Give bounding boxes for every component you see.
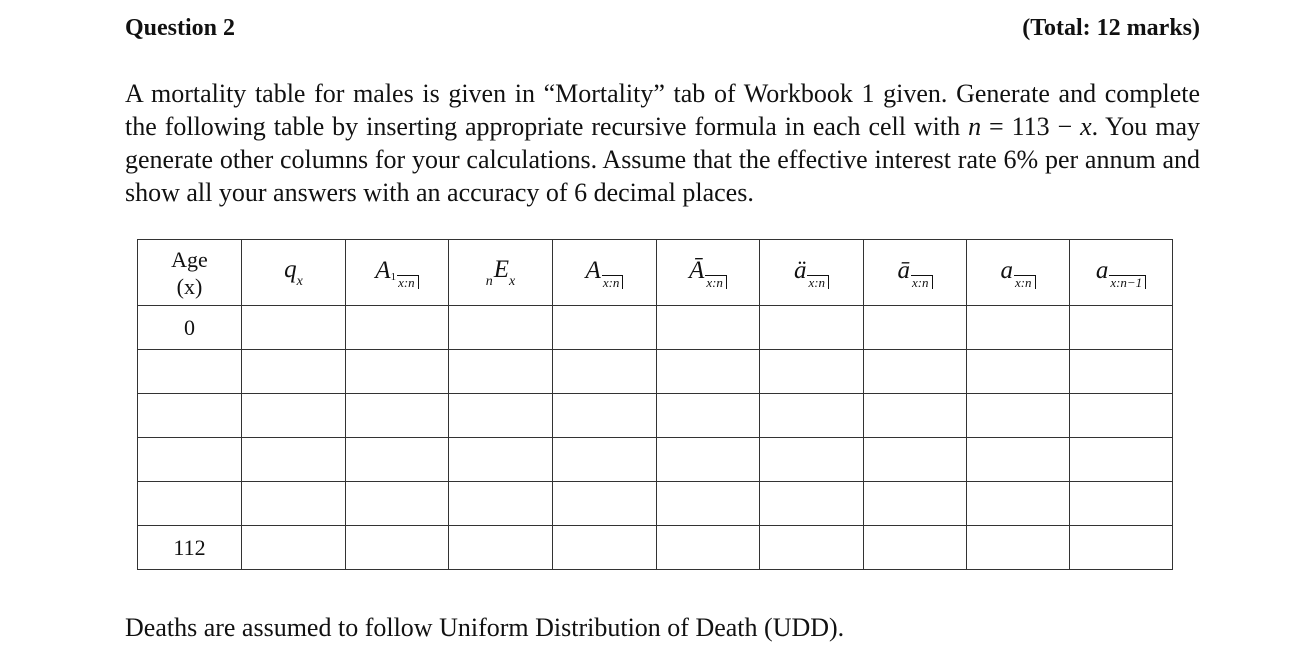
qx-base: q xyxy=(284,255,297,283)
table-row xyxy=(138,394,1173,438)
table-cell xyxy=(657,350,760,394)
question-title: Question 2 xyxy=(125,14,236,41)
cont-ann-angle: x:n xyxy=(911,275,933,289)
cont-endow-base: Ā xyxy=(689,256,705,284)
ann-due-angle: x:n xyxy=(807,275,829,289)
table-cell xyxy=(657,526,760,570)
mortality-table xyxy=(137,239,1173,570)
table-cell xyxy=(967,306,1070,350)
header-endowment-insurance xyxy=(553,240,657,306)
question-header xyxy=(125,10,1200,46)
table-cell xyxy=(449,394,553,438)
table-cell xyxy=(760,394,864,438)
ann-imm1-base: a xyxy=(1095,256,1109,284)
table-cell xyxy=(242,350,346,394)
table-cell xyxy=(967,526,1070,570)
paragraph-line1: A mortality table for males is given in “Mortality” tab of Workbook 1 given. Generate and complete the following table by inserting appropriate recursive formula in each cell with xyxy=(125,79,1200,141)
table-cell xyxy=(242,438,346,482)
table-cell xyxy=(553,438,657,482)
ann-imm-base: a xyxy=(1000,256,1013,284)
table-row xyxy=(138,526,1173,570)
header-annuity-due xyxy=(760,240,864,306)
table-cell xyxy=(864,306,967,350)
table-cell xyxy=(1070,394,1173,438)
table-cell xyxy=(242,306,346,350)
formula-eq: = 113 − xyxy=(981,112,1081,141)
table-cell xyxy=(449,438,553,482)
table-row xyxy=(138,306,1173,350)
table-cell xyxy=(346,394,449,438)
table-cell xyxy=(657,394,760,438)
table-cell xyxy=(760,306,864,350)
endow-ins-base: A xyxy=(585,256,601,284)
udd-note: Deaths are assumed to follow Uniform Distribution of Death (UDD). xyxy=(125,613,845,642)
table-cell xyxy=(449,306,553,350)
table-row xyxy=(138,482,1173,526)
table-cell xyxy=(760,438,864,482)
table-cell xyxy=(657,482,760,526)
age-cell xyxy=(138,350,242,394)
question-paragraph xyxy=(125,77,1200,209)
table-cell xyxy=(864,482,967,526)
endow-base: E xyxy=(493,255,510,283)
table-cell xyxy=(967,438,1070,482)
formula-n: n xyxy=(968,112,982,141)
header-pure-endowment xyxy=(449,240,553,306)
header-term-insurance xyxy=(346,240,449,306)
table-cell xyxy=(1070,350,1173,394)
age-label: Age xyxy=(171,246,208,272)
total-marks: (Total: 12 marks) xyxy=(1022,14,1200,41)
ann-imm-angle: x:n xyxy=(1014,275,1036,289)
header-qx xyxy=(242,240,346,306)
table-cell xyxy=(1070,526,1173,570)
table-cell xyxy=(967,350,1070,394)
table-cell xyxy=(657,306,760,350)
header-age xyxy=(138,240,242,306)
age-cell xyxy=(138,394,242,438)
table-cell xyxy=(760,526,864,570)
age-cell xyxy=(138,482,242,526)
ann-imm1-angle: x:n−1 xyxy=(1109,275,1146,289)
table-cell xyxy=(1070,306,1173,350)
term-ins-angle: x:n xyxy=(397,275,419,289)
table-cell xyxy=(242,394,346,438)
table-cell xyxy=(553,394,657,438)
table-cell xyxy=(449,350,553,394)
header-continuous-endowment xyxy=(657,240,760,306)
age-cell: 0 xyxy=(138,306,242,350)
table-cell xyxy=(346,526,449,570)
ann-due-base: ä xyxy=(793,256,807,284)
formula-x: x xyxy=(1080,112,1092,141)
table-row xyxy=(138,350,1173,394)
table-cell xyxy=(553,306,657,350)
table-cell xyxy=(864,526,967,570)
header-annuity-immediate xyxy=(967,240,1070,306)
table-cell xyxy=(760,482,864,526)
table-cell xyxy=(242,482,346,526)
table-cell xyxy=(967,394,1070,438)
table-cell xyxy=(346,438,449,482)
age-cell xyxy=(138,438,242,482)
table-cell xyxy=(346,306,449,350)
table-cell xyxy=(449,482,553,526)
cont-ann-base: ā xyxy=(897,256,910,284)
qx-sub: x xyxy=(296,273,303,289)
table-cell xyxy=(553,350,657,394)
table-cell xyxy=(553,482,657,526)
term-ins-base: A xyxy=(375,256,391,284)
table-cell xyxy=(346,482,449,526)
table-cell xyxy=(967,482,1070,526)
table-cell xyxy=(346,350,449,394)
term-ins-one: 1 xyxy=(390,270,397,283)
table-cell xyxy=(657,438,760,482)
table-cell xyxy=(1070,482,1173,526)
table-row xyxy=(138,438,1173,482)
table-cell xyxy=(1070,438,1173,482)
cont-endow-angle: x:n xyxy=(705,275,727,289)
age-var: (x) xyxy=(176,273,203,299)
age-cell: 112 xyxy=(138,526,242,570)
endow-ins-angle: x:n xyxy=(602,275,624,289)
endow-pre: n xyxy=(485,273,493,289)
header-continuous-annuity xyxy=(864,240,967,306)
table-cell xyxy=(242,526,346,570)
table-cell xyxy=(864,394,967,438)
table-cell xyxy=(760,350,864,394)
table-header-row xyxy=(138,240,1173,306)
table-cell xyxy=(864,438,967,482)
table-cell xyxy=(553,526,657,570)
table-cell xyxy=(864,350,967,394)
table-cell xyxy=(449,526,553,570)
paragraph-line2: . You may generate other columns for your calculations. Assume that the effective interest rate 6% per annum and show all your answers with an accuracy of 6 decimal places. xyxy=(125,112,1200,207)
endow-sub: x xyxy=(509,273,516,289)
header-annuity-immediate-n-minus-1 xyxy=(1070,240,1173,306)
